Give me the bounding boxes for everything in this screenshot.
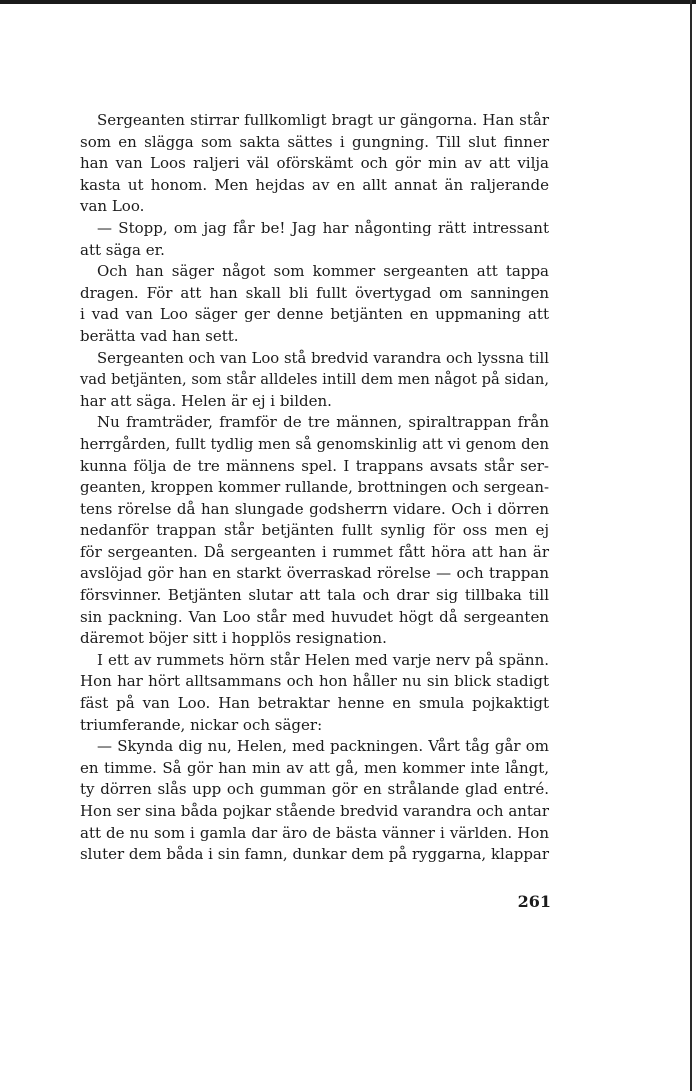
text-line: att de nu som i gamla dar äro de bästa vänner i världen. Hon [80, 823, 549, 842]
text-line: däremot böjer sitt i hopplös resignation. [80, 629, 387, 648]
text-line: fäst på van Loo. Han betraktar henne en smula pojkaktigt [80, 694, 549, 713]
text-line: van Loo. [80, 197, 145, 216]
text-line: sin packning. Van Loo står med huvudet högt då sergeanten [80, 607, 549, 626]
text-line: en timme. Så gör han min av att gå, men kommer inte långt, [80, 758, 549, 777]
text-line: Sergeanten stirrar fullkomligt bragt ur gängorna. Han står [97, 111, 549, 129]
text-line: Sergeanten och van Loo stå bredvid varandra och lyssna till [97, 349, 549, 367]
page-number: 261 [517, 892, 551, 911]
text-line: Hon har hört alltsammans och hon håller nu sin blick stadigt [80, 672, 549, 691]
text-line: som en slägga som sakta sättes i gungning. Till slut finner [80, 132, 549, 151]
text-line: har att säga. Helen är ej i bilden. [80, 391, 332, 410]
text-line: — Skynda dig nu, Helen, med packningen. Vårt tåg går om [97, 737, 549, 756]
text-line: ty dörren slås upp och gumman gör en strålande glad entré. [80, 780, 549, 799]
text-line: kasta ut honom. Men hejdas av en allt annat än raljerande [80, 175, 549, 194]
text-line: triumferande, nickar och säger: [80, 715, 323, 734]
right-edge-rule [690, 0, 692, 1091]
text-line: kunna följa de tre männens spel. I trappans avsats står ser- [80, 456, 549, 475]
text-line: att säga er. [80, 240, 165, 259]
text-line: Hon ser sina båda pojkar stående bredvid varandra och antar [80, 802, 549, 820]
text-line: han van Loos raljeri väl oförskämt och gör min av att vilja [80, 154, 549, 173]
body-text [80, 110, 549, 866]
text-line: för sergeanten. Då sergeanten i rummet fått höra att han är [80, 542, 549, 561]
text-line: berätta vad han sett. [80, 326, 239, 345]
text-line: sluter dem båda i sin famn, dunkar dem på ryggarna, klappar [80, 845, 549, 864]
text-line: i vad van Loo säger ger denne betjänten en uppmaning att [80, 305, 549, 324]
text-line: dragen. För att han skall bli fullt övertygad om sanningen [80, 283, 549, 302]
top-edge-rule [0, 0, 696, 4]
text-line: nedanför trappan står betjänten fullt synlig för oss men ej [80, 521, 549, 540]
text-line: tens rörelse då han slungade godsherrn vidare. Och i dörren [80, 499, 549, 518]
text-line: I ett av rummets hörn står Helen med varje nerv på spänn. [97, 650, 549, 669]
text-line: herrgården, fullt tydlig men så genomskinlig att vi genom den [80, 435, 549, 453]
text-line: — Stopp, om jag får be! Jag har någonting rätt intressant [97, 218, 549, 237]
text-line: vad betjänten, som står alldeles intill dem men något på sidan, [80, 371, 549, 389]
text-line: avslöjad gör han en starkt överraskad rörelse — och trappan [80, 564, 549, 583]
text-line: geanten, kroppen kommer rullande, brottningen och sergean- [80, 478, 549, 497]
text-line: försvinner. Betjänten slutar att tala och drar sig tillbaka till [80, 586, 549, 605]
text-line: Nu framträder, framför de tre männen, spiraltrappan från [97, 413, 549, 432]
text-line: Och han säger något som kommer sergeanten att tappa [97, 262, 549, 281]
